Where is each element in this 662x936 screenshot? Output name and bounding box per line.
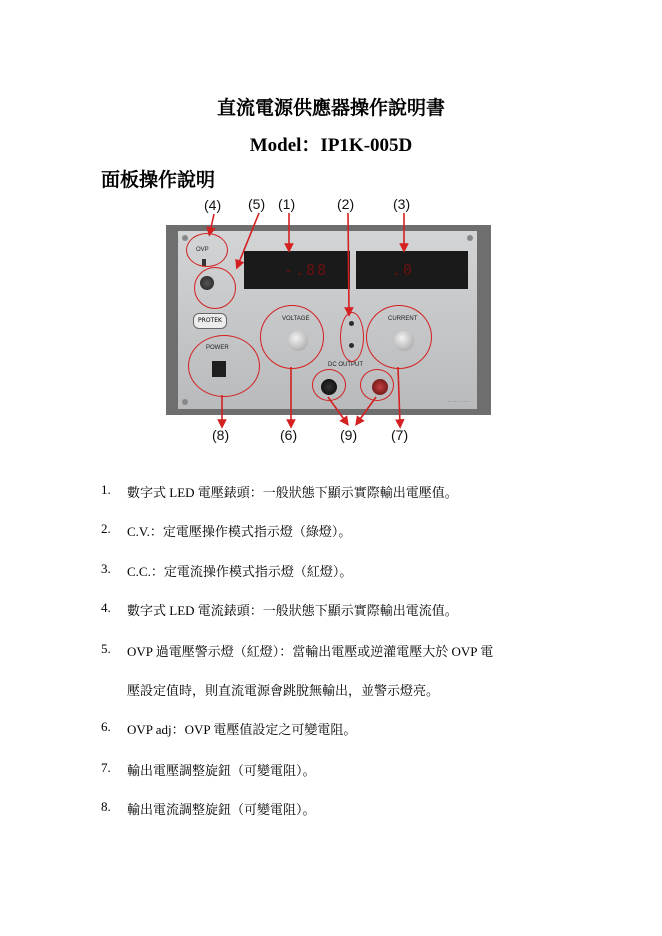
list-item-text: 輸出電流調整旋鈕（可變電阻）。 bbox=[127, 802, 316, 817]
list-item-text: OVP adj：OVP 電壓值設定之可變電阻。 bbox=[127, 722, 357, 737]
callout-6: (6) bbox=[280, 427, 298, 443]
model-line: Model：IP1K-005D bbox=[249, 135, 413, 156]
voltage-display: -.88 bbox=[244, 251, 350, 289]
list-item-number: 6. bbox=[101, 719, 111, 734]
callout-5: (5) bbox=[248, 196, 266, 212]
section-heading: 面板操作說明 bbox=[101, 169, 216, 191]
list-item-number: 8. bbox=[101, 799, 111, 814]
callout-2: (2) bbox=[337, 196, 355, 212]
voltage-label: VOLTAGE bbox=[282, 316, 310, 322]
callout-3: (3) bbox=[393, 196, 411, 212]
list-item-text: 輸出電壓調整旋鈕（可變電阻）。 bbox=[127, 763, 316, 778]
list-item-text: OVP 過電壓警示燈（紅燈）：當輸出電壓或逆灌電壓大於 OVP 電 bbox=[127, 644, 494, 659]
list-item-text: 數字式 LED 電流錶頭：一般狀態下顯示實際輸出電流值。 bbox=[127, 603, 458, 618]
list-item-number: 4. bbox=[101, 600, 111, 615]
list-item-continuation: 壓設定值時，則直流電源會跳脫無輸出，並警示燈亮。 bbox=[127, 684, 440, 699]
list-item-text: 數字式 LED 電壓錶頭：一般狀態下顯示實際輸出電壓值。 bbox=[127, 485, 458, 500]
callout-8: (8) bbox=[212, 427, 230, 443]
list-item-number: 5. bbox=[101, 641, 111, 656]
list-item-number: 3. bbox=[101, 561, 111, 576]
current-label: CURRENT bbox=[388, 316, 418, 322]
ovp-label: OVP bbox=[196, 247, 209, 253]
list-item-text: C.C.：定電流操作模式指示燈（紅燈）。 bbox=[127, 564, 353, 579]
list-item-number: 1. bbox=[101, 482, 111, 497]
callout-7: (7) bbox=[391, 427, 409, 443]
power-label: POWER bbox=[206, 345, 229, 351]
serial-plate: ·········· bbox=[448, 399, 471, 404]
dc-output-label: DC OUTPUT bbox=[328, 362, 363, 368]
current-display: .0 bbox=[356, 251, 468, 289]
callout-4: (4) bbox=[204, 197, 222, 213]
document-title: 直流電源供應器操作說明書 bbox=[216, 97, 445, 119]
brand-logo: PROTEK bbox=[193, 313, 227, 329]
list-item-text: C.V.：定電壓操作模式指示燈（綠燈）。 bbox=[127, 524, 352, 539]
callout-9: (9) bbox=[340, 427, 358, 443]
list-item-number: 2. bbox=[101, 521, 111, 536]
list-item-number: 7. bbox=[101, 760, 111, 775]
callout-1: (1) bbox=[278, 196, 296, 212]
